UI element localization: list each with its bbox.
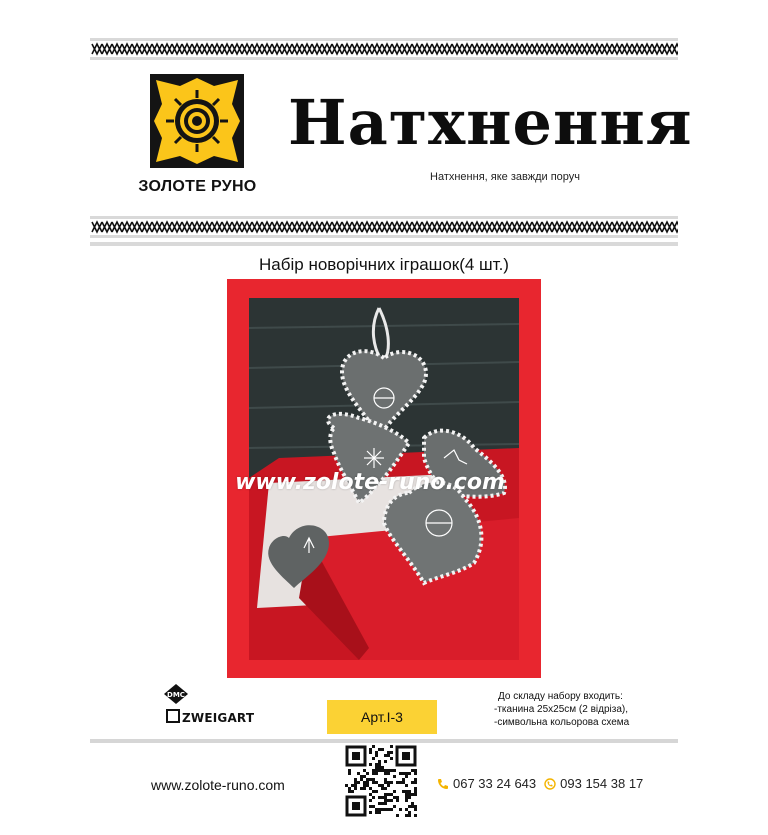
zolote-runo-logo (150, 74, 244, 168)
phone-icon (437, 778, 449, 790)
kit-contents-heading: До складу набору входить: (498, 691, 623, 702)
dmc-logo (163, 683, 189, 710)
collection-title: Натхнення (288, 86, 693, 159)
ornament-pattern (90, 216, 678, 238)
kit-contents-item: -символьна кольорова схема (494, 717, 630, 728)
bottom-ornament-band (90, 216, 678, 238)
kit-contents-item: -тканина 25х25см (2 відріза), (494, 704, 629, 715)
sun-emblem-icon (150, 74, 244, 168)
kit-contents (494, 690, 629, 729)
product-title: Набір новорічних іграшок(4 шт.) (259, 255, 509, 274)
article-number: Арт.І-3 (361, 709, 403, 725)
qr-code[interactable] (345, 745, 417, 817)
website-link[interactable]: www.zolote-runo.com (151, 777, 285, 793)
viber-icon (544, 778, 556, 790)
zweigart-label: ZWEIGART (182, 711, 255, 725)
phone-numbers (437, 776, 643, 791)
phone-number-1[interactable]: 067 33 24 643 (453, 776, 537, 791)
zweigart-mark-icon (166, 709, 180, 723)
article-badge (327, 700, 437, 734)
zweigart-logo (166, 709, 254, 725)
dmc-mark-icon (163, 683, 189, 705)
qr-code-icon (345, 745, 417, 817)
watermark-text: www.zolote-runo.com (235, 470, 505, 495)
phone-number-2[interactable]: 093 154 38 17 (560, 776, 644, 791)
footer-divider (90, 739, 678, 743)
dmc-label: DMC (167, 691, 185, 699)
divider (90, 242, 678, 246)
collection-tagline: Натхнення, яке завжди поруч (430, 171, 580, 183)
brand-name: ЗОЛОТЕ РУНО (138, 178, 257, 195)
ornament-pattern (90, 38, 678, 60)
top-ornament-band (90, 38, 678, 60)
